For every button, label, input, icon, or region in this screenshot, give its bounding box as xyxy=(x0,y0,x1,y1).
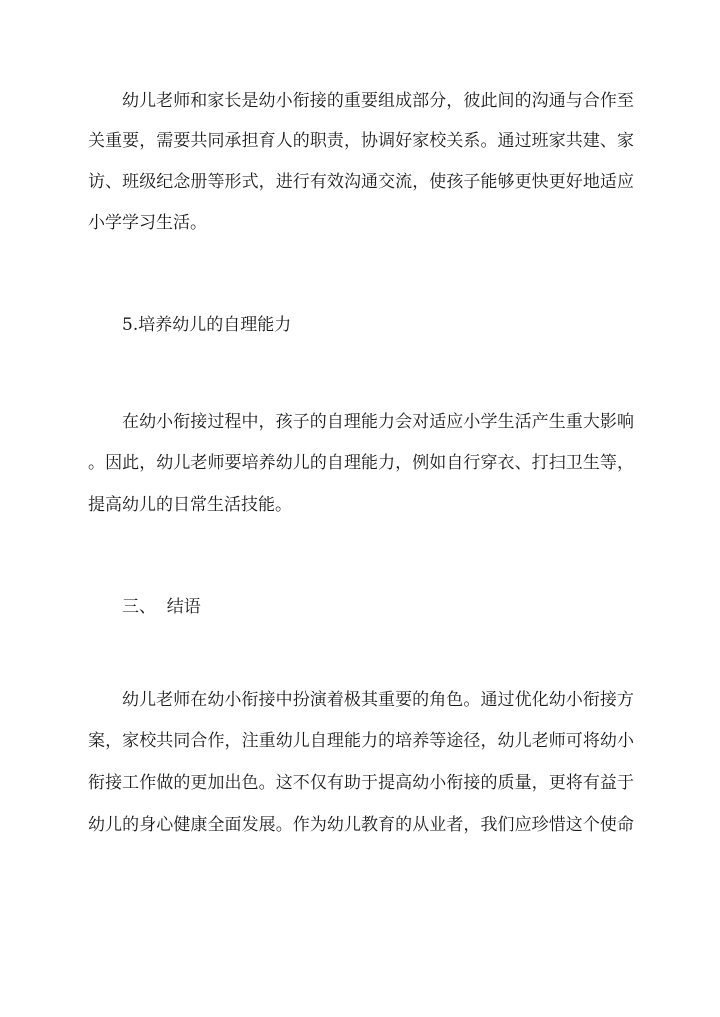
section-heading-5: 5.培养幼儿的自理能力 xyxy=(122,315,292,335)
paragraph-3-line-4: 幼儿的身心健康全面发展。作为幼儿教育的从业者，我们应珍惜这个使命 xyxy=(88,815,634,835)
paragraph-2-line-2: 。因此，幼儿老师要培养幼儿的自理能力，例如自行穿衣、打扫卫生等， xyxy=(88,453,634,473)
section-heading-3: 三、 结语 xyxy=(122,597,201,617)
paragraph-1-line-3: 访、班级纪念册等形式，进行有效沟通交流，使孩子能够更快更好地适应 xyxy=(88,172,634,192)
paragraph-1-line-2: 关重要，需要共同承担育人的职责，协调好家校关系。通过班家共建、家 xyxy=(88,131,634,151)
paragraph-3-line-2: 案，家校共同合作，注重幼儿自理能力的培养等途径，幼儿老师可将幼小 xyxy=(88,731,634,751)
paragraph-1-line-4: 小学学习生活。 xyxy=(88,213,207,233)
paragraph-2-line-3: 提高幼儿的日常生活技能。 xyxy=(88,495,292,515)
paragraph-3-line-1: 幼儿老师在幼小衔接中扮演着极其重要的角色。通过优化幼小衔接方 xyxy=(122,690,634,710)
paragraph-1-line-1: 幼儿老师和家长是幼小衔接的重要组成部分，彼此间的沟通与合作至 xyxy=(122,91,634,111)
paragraph-2-line-1: 在幼小衔接过程中，孩子的自理能力会对适应小学生活产生重大影响 xyxy=(122,412,634,432)
paragraph-3-line-3: 衔接工作做的更加出色。这不仅有助于提高幼小衔接的质量，更将有益于 xyxy=(88,773,634,793)
